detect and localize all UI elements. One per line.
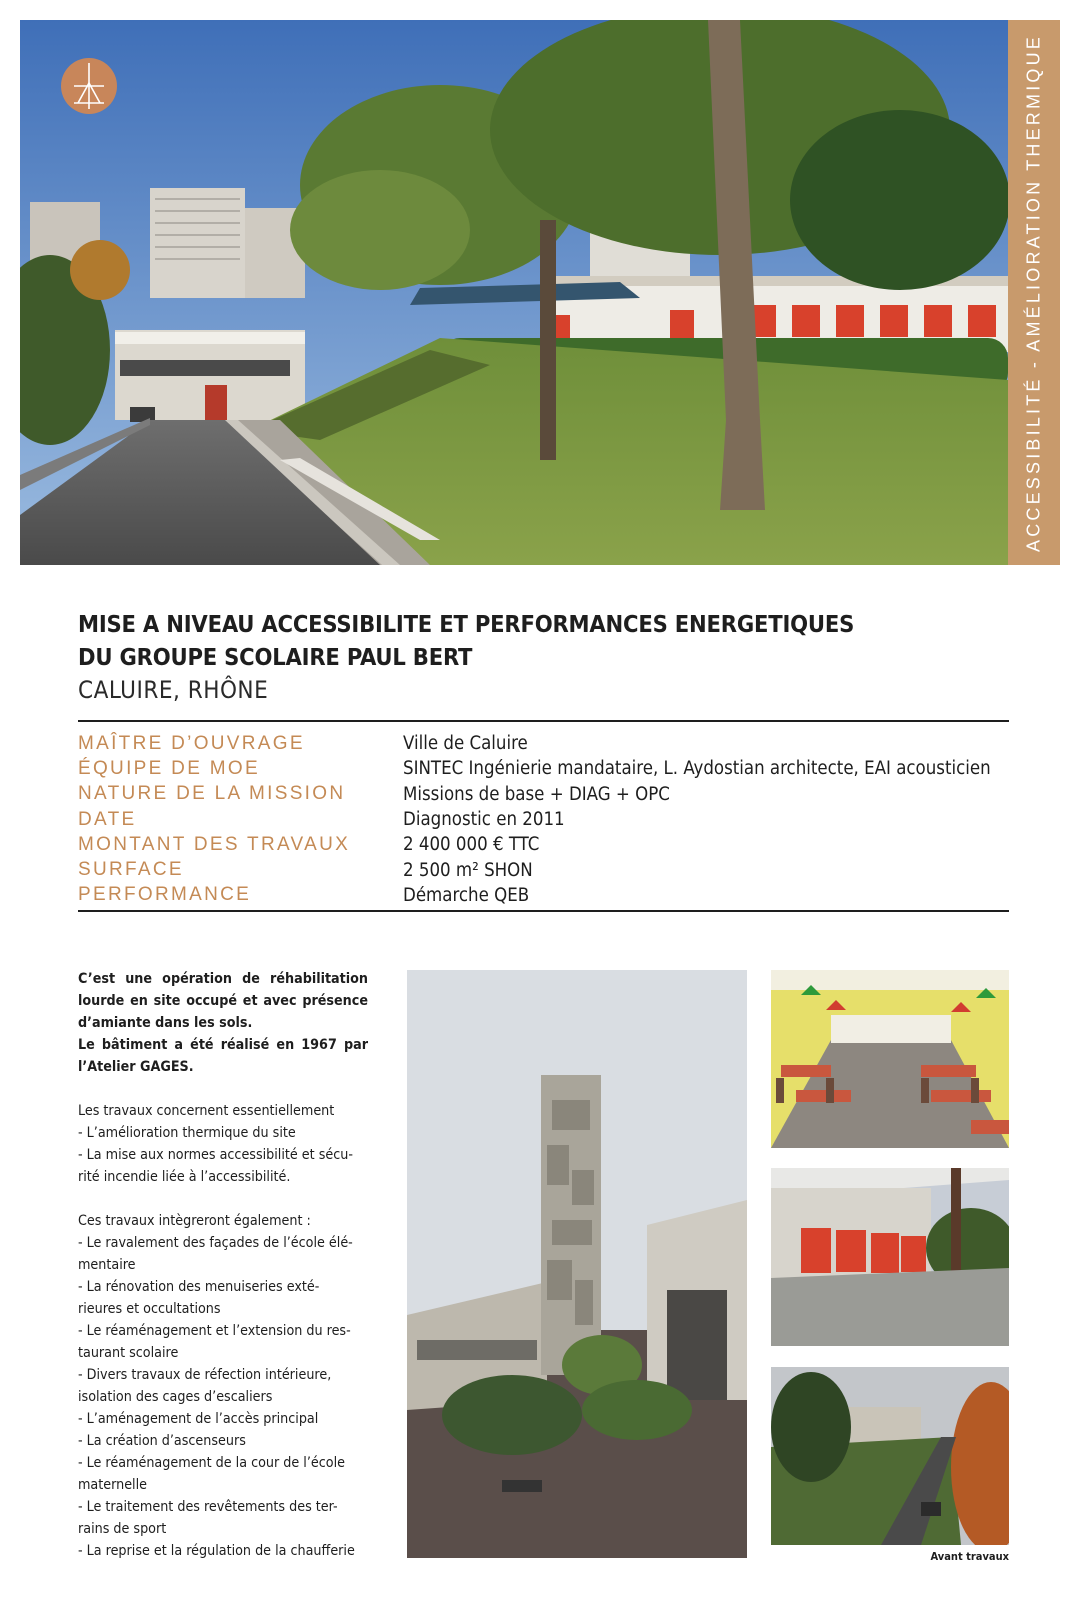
- text-line: - Le traitement des revêtements des ter-: [78, 1499, 338, 1515]
- intro-text: [78, 968, 368, 1078]
- text-line: Ces travaux intègreront également :: [78, 1213, 311, 1229]
- fact-label: PERFORMANCE: [78, 884, 252, 906]
- logo-icon: [60, 57, 118, 115]
- text-line: rité incendie liée à l’accessibilité.: [78, 1169, 291, 1185]
- fact-row: [78, 782, 1009, 807]
- fact-value: Ville de Caluire: [403, 733, 528, 755]
- fact-value: 2 500 m² SHON: [403, 859, 533, 881]
- photo-tower: [407, 970, 747, 1558]
- fact-label: ÉQUIPE DE MOE: [78, 757, 260, 779]
- text-line: mentaire: [78, 1257, 136, 1273]
- works-list: [78, 1100, 368, 1188]
- text-line: - Le réaménagement et l’extension du res-: [78, 1323, 351, 1339]
- project-title: [78, 608, 854, 674]
- intro-paragraph-2: Le bâtiment a été réalisé en 1967 par l’Atelier GAGES.: [78, 1037, 368, 1075]
- text-line: - Divers travaux de réfection intérieure,: [78, 1367, 332, 1383]
- text-line: rieures et occultations: [78, 1301, 221, 1317]
- project-location: CALUIRE, RHÔNE: [78, 676, 269, 704]
- category-text: ACCESSIBILITÉ - AMÉLIORATION THERMIQUE: [1023, 33, 1044, 552]
- fact-label: SURFACE: [78, 859, 184, 881]
- text-line: isolation des cages d’escaliers: [78, 1389, 273, 1405]
- text-line: - La reprise et la régulation de la chaufferie: [78, 1543, 355, 1559]
- text-line: - Le ravalement des façades de l’école élé-: [78, 1235, 353, 1251]
- fact-value: SINTEC Ingénierie mandataire, L. Aydostian architecte, EAI acousticien: [403, 758, 991, 780]
- fact-label: MAÎTRE D’OUVRAGE: [78, 732, 305, 754]
- divider-bottom: [78, 910, 1009, 912]
- text-line: rains de sport: [78, 1521, 167, 1537]
- text-line: - La création d’ascenseurs: [78, 1433, 246, 1449]
- text-line: Les travaux concernent essentiellement: [78, 1103, 335, 1119]
- fact-row: [78, 883, 1009, 908]
- title-line-2: DU GROUPE SCOLAIRE PAUL BERT: [78, 643, 473, 671]
- fact-row: [78, 832, 1009, 857]
- intro-paragraph-1: C’est une opération de réhabilitation lourde en site occupé et avec présence d’amiante dans les sols.: [78, 971, 368, 1031]
- fact-value: Diagnostic en 2011: [403, 809, 565, 831]
- text-line: - La rénovation des menuiseries exté-: [78, 1279, 320, 1295]
- fact-value: Missions de base + DIAG + OPC: [403, 783, 670, 805]
- fact-label: MONTANT DES TRAVAUX: [78, 833, 351, 855]
- fact-label: DATE: [78, 808, 137, 830]
- text-line: taurant scolaire: [78, 1345, 179, 1361]
- text-line: - L’aménagement de l’accès principal: [78, 1411, 319, 1427]
- text-line: - La mise aux normes accessibilité et sécu-: [78, 1147, 353, 1163]
- project-facts: [78, 731, 1009, 908]
- fact-row: [78, 857, 1009, 882]
- divider-top: [78, 720, 1009, 722]
- additional-works-list: [78, 1210, 368, 1562]
- text-line: - L’amélioration thermique du site: [78, 1125, 296, 1141]
- fact-row: [78, 807, 1009, 832]
- photo-access-road: [771, 1367, 1009, 1545]
- text-line: maternelle: [78, 1477, 148, 1493]
- photo-caption: Avant travaux: [930, 1550, 1009, 1563]
- text-line: - Le réaménagement de la cour de l’école: [78, 1455, 345, 1471]
- description: [78, 968, 368, 1562]
- fact-value: 2 400 000 € TTC: [403, 834, 540, 856]
- title-line-1: MISE A NIVEAU ACCESSIBILITE ET PERFORMANCES ENERGETIQUES: [78, 610, 855, 638]
- fact-value: Démarche QEB: [403, 884, 530, 906]
- fact-row: [78, 731, 1009, 756]
- photo-covered-yard: [771, 1168, 1009, 1346]
- hero-photo: [20, 20, 1008, 565]
- photo-canteen: [771, 970, 1009, 1148]
- fact-label: NATURE DE LA MISSION: [78, 783, 346, 805]
- category-band: [1008, 20, 1060, 565]
- fact-row: [78, 756, 1009, 781]
